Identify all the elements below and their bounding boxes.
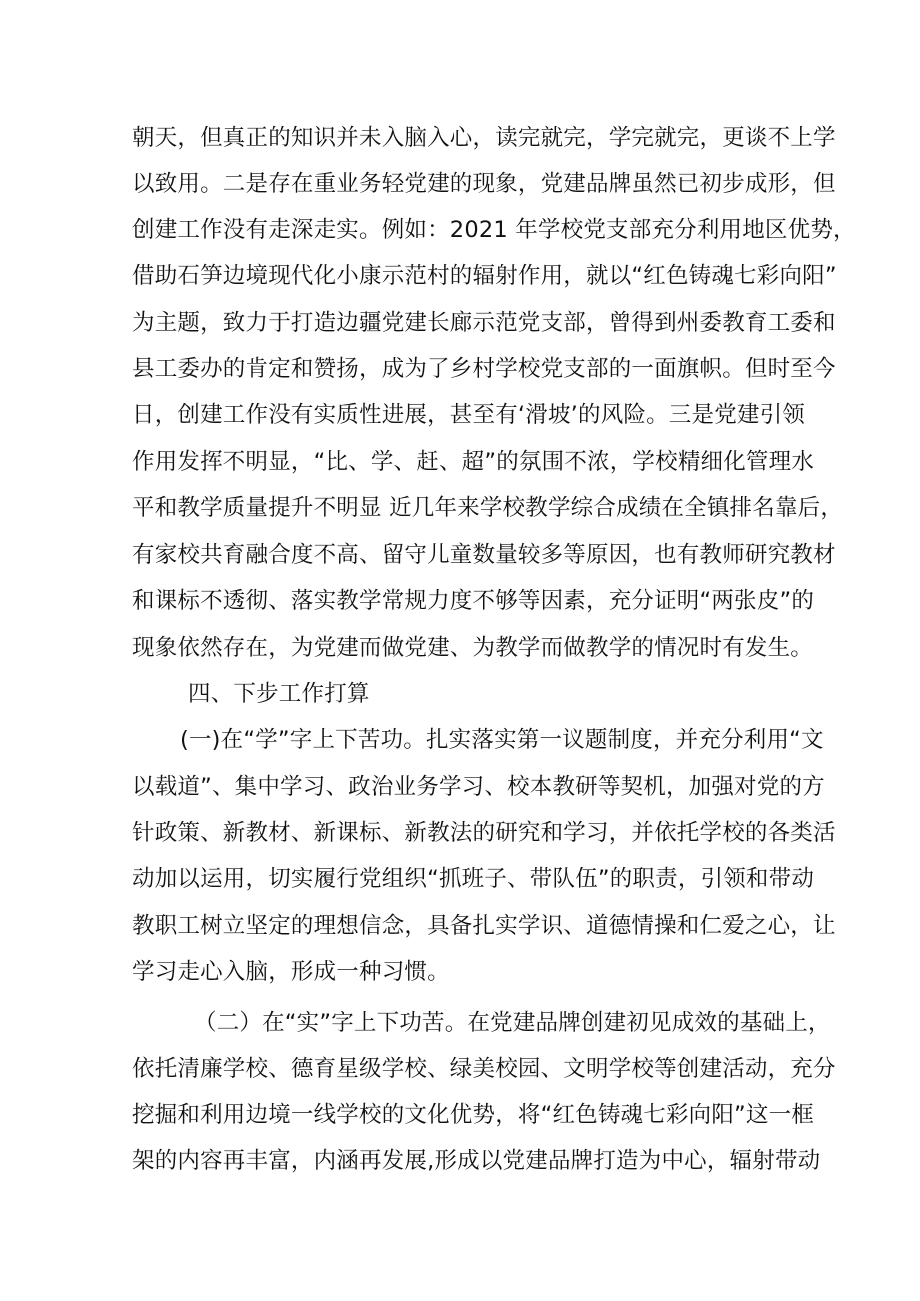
text-line: 作用发挥不明显，“比、学、赶、超”的氛围不浓，学校精细化管理水: [132, 449, 815, 475]
section-heading: 四、下步工作打算: [188, 681, 370, 707]
text-line: 挖掘和利用边境一线学校的文化优势，将“红色铸魂七彩向阳”这一框: [132, 1102, 815, 1128]
text-line: （二）在“实”字上下功苦。在党建品牌创建初见成效的基础上，: [194, 1010, 831, 1036]
text-line: 架的内容再丰富，内涵再发展,形成以党建品牌打造为中心，辐射带动: [132, 1148, 821, 1174]
text-line: 县工委办的肯定和赞扬，成为了乡村学校党支部的一面旗帜。但时至今: [132, 356, 836, 382]
text-line: (一)在“学”字上下苦功。扎实落实第一议题制度，并充分利用“文: [180, 727, 824, 753]
text-line: 动加以运用，切实履行党组织“抓班子、带队伍”的职责，引领和带动: [132, 866, 815, 892]
text-line: 依托清廉学校、德育星级学校、绿美校园、文明学校等创建活动，充分: [132, 1056, 836, 1082]
text-line: 和课标不透彻、落实教学常规力度不够等因素，充分证明“两张皮”的: [132, 588, 815, 614]
text-line: 日，创建工作没有实质性进展，甚至有‘滑坡’的风险。三是党建引领: [132, 402, 806, 428]
text-line: 以致用。二是存在重业务轻党建的现象，党建品牌虽然已初步成形，但: [132, 171, 836, 197]
text-line: 学习走心入脑，形成一种习惯。: [132, 959, 450, 985]
text-line: 以载道”、集中学习、政治业务学习、校本教研等契机，加强对党的方: [132, 774, 825, 800]
text-line: 针政策、新教材、新课标、新教法的研究和学习，并依托学校的各类活: [132, 820, 836, 846]
text-line: 教职工树立坚定的理想信念，具备扎实学识、道德情操和仁爱之心，让: [132, 913, 836, 939]
text-line: 为主题，致力于打造边疆党建长廊示范党支部，曾得到州委教育工委和: [132, 310, 836, 336]
text-line: 借助石笋边境现代化小康示范村的辐射作用，就以“红色铸魂七彩向阳”: [132, 263, 837, 289]
text-line: 朝天，但真正的知识并未入脑入心，读完就完，学完就完，更谈不上学: [132, 125, 836, 151]
text-line: 现象依然存在，为党建而做党建、为教学而做教学的情况时有发生。: [132, 635, 814, 661]
text-line: 创建工作没有走深走实。例如：2021 年学校党支部充分利用地区优势，: [132, 217, 856, 243]
text-line: 平和教学质量提升不明显 近几年来学校教学综合成绩在全镇排名靠后，: [132, 495, 844, 521]
text-line: 有家校共育融合度不高、留守儿童数量较多等原因，也有教师研究教材: [132, 542, 836, 568]
